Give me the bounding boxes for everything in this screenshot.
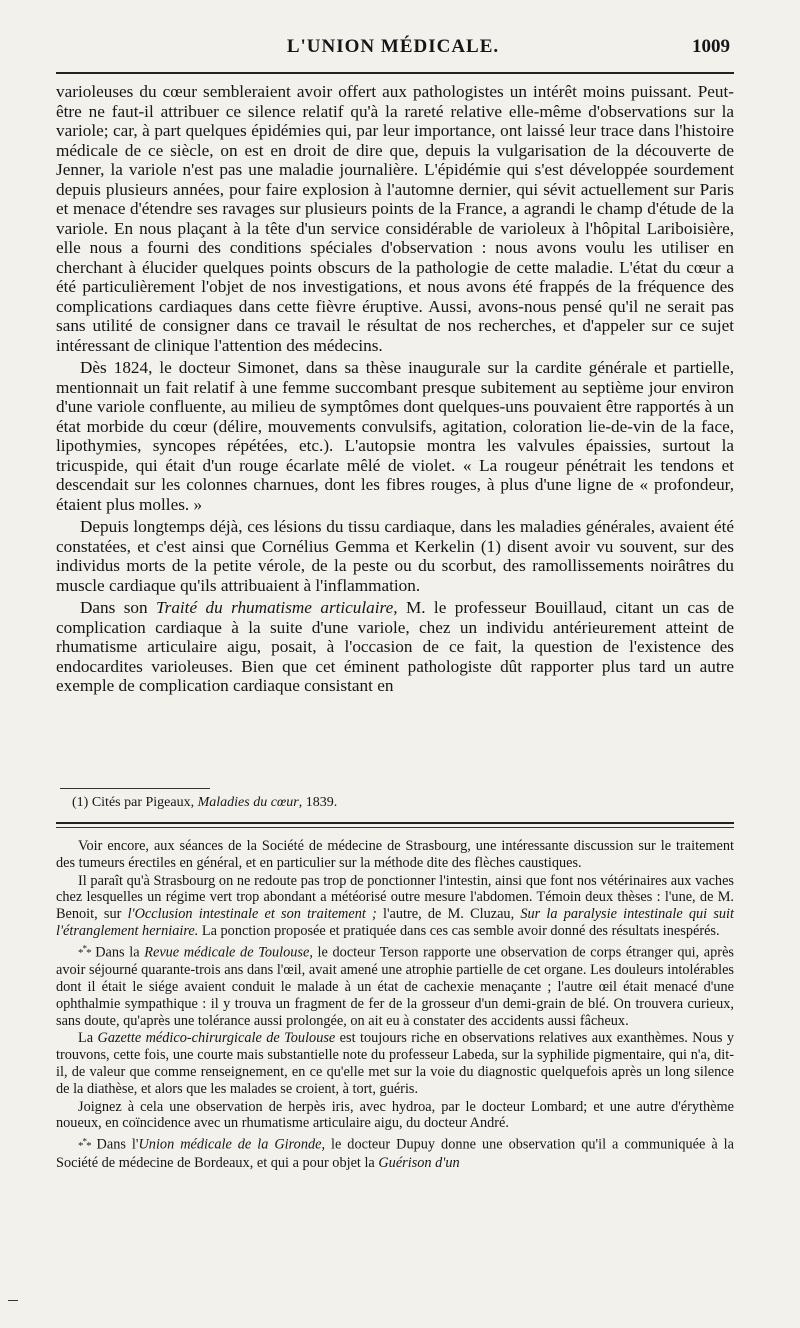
paragraph-1: varioleuses du cœur sembleraient avoir offert aux pathologistes un intérêt moins puissant. Peut-être ne faut-il attribuer ce silence relatif qu'à la rareté relative elle-même d'observations sur la variole; car, à part quelques épidémies qui, par leur importance, ont laissé leur trace dans l'histoire médicale de ce siècle, on est en droit de dire que, depuis la vulgarisation de la découverte de Jenner, la variole n'est pas une maladie journalière. L'épidémie qui s'est développée sourdement depuis plusieurs années, pour faire explosion à l'automne dernier, qui sévit actuellement sur Paris et menace d'étendre ses ravages sur plusieurs points de la France, a agrandi le champ d'étude de la variole. En nous plaçant à la tête d'un service considérable de varioleux à l'hôpital Lariboisière, elle nous a fourni des conditions spéciales d'observation : nous avons voulu les utiliser en cherchant à élucider quelques points obscurs de la pathologie de cette maladie. L'état du cœur a été particulièrement l'objet de nos investigations, et nous avons été frappés de la fréquence des complications cardiaques dans cette fièvre éruptive. Aussi, avons-nous pensé qu'il ne serait pas sans utilité de consigner dans ce travail le résultat de nos recherches, et d'appeler sur ce sujet intéressant de clinique l'attention des médecins. [56, 82, 734, 355]
feuilleton-paragraph-5: Joignez à cela une observation de herpès iris, avec hydroa, par le docteur Lombard; et une autre d'érythème noueux, en coïncidence avec un rhumatisme articulaire aigu, du docteur André. [56, 1098, 734, 1132]
feuilleton-paragraph-2: Il paraît qu'à Strasbourg on ne redoute pas trop de ponctionner l'intestin, ainsi que font nos vétérinaires aux vaches chez lesquelles un régime vert trop abondant a météorisé outre mesure l'abdomen. Témoin deux thèses : l'une, de M. Benoit, sur l'Occlusion intestinale et son traitement ; l'autre, de M. Cluzau, Sur la paralysie intestinale qui suit l'étranglement herniaire. La ponction proposée et pratiquée dans ces cas semble avoir donné des résultats inespérés. [56, 872, 734, 939]
paragraph-2: Dès 1824, le docteur Simonet, dans sa thèse inaugurale sur la cardite générale et partielle, mentionnait un fait relatif à une femme succombant presque subitement au septième jour environ d'une variole confluente, au milieu de symptômes dont quelques-uns pouvaient être rapportés à un état morbide du cœur (délire, mouvements convulsifs, agitation, coloration lie-de-vin de la face, lipothymies, syncopes répétées, etc.). L'autopsie montra les valvules épaissies, surtout la tricuspide, qui était d'un rouge écarlate mêlé de violet. « La rougeur pénétrait les tendons et descendait sur les colonnes charnues, dont les fibres rouges, à plus d'une ligne de « profondeur, étaient plus molles. » [56, 358, 734, 514]
footnote: (1) Cités par Pigeaux, Maladies du cœur, 1839. [72, 795, 338, 810]
paragraph-3: Depuis longtemps déjà, ces lésions du tissu cardiaque, dans les maladies générales, avaient été constatées, et c'est ainsi que Cornélius Gemma et Kerkelin (1) disent avoir vu souvent, sur des individus morts de la petite vérole, de la peste ou du scorbut, des ramollissements noirâtres du muscle cardiaque qu'ils attribuaient à l'inflammation. [56, 517, 734, 595]
header-rule [56, 72, 734, 74]
footnote-work: Maladies du cœur [197, 795, 299, 810]
page-header [56, 36, 730, 64]
feuilleton-rule-top [56, 822, 734, 824]
page-number: 1009 [692, 36, 730, 57]
asterism: *** [78, 1136, 91, 1152]
feuilleton-paragraph-6: *** Dans l'Union médicale de la Gironde, le docteur Dupuy donne une observation qu'il a communiquée à la Société de médecine de Bordeaux, et qui a pour objet la Guérison d'un [56, 1136, 734, 1171]
feuilleton-rule-bottom [56, 827, 734, 828]
running-title: L'UNION MÉDICALE. [286, 36, 500, 57]
footnote-rule [60, 788, 210, 789]
feuilleton-paragraph-3: *** Dans la Revue médicale de Toulouse, le docteur Terson rapporte une observation de corps étranger qui, après avoir séjourné quarante-trois ans dans l'œil, avait amené une atrophie partielle de cet organe. Les douleurs intolérables dont il était le siége avaient conduit le malade à un état de cachexie menaçante ; l'autre œil était menacé d'une ophthalmie sympathique : il y trouva un fragment de fer de la grosseur d'un demi-grain de blé. On trouvera curieux, sans doute, qu'après une tolérance aussi prolongée, on ait eu à constater des accidents aussi fâcheux. [56, 943, 734, 1029]
feuilleton-paragraph-4: La Gazette médico-chirurgicale de Toulouse est toujours riche en observations relatives aux exanthèmes. Nous y trouvons, cette fois, une courte mais substantielle note du professeur Labeda, sur la syphilide pigmentaire, qui n'a, dit-il, de valeur que comme renseignement, en ce qu'elle met sur la voie du diagnostic quelquefois après un long silence de la diathèse, et alors que les malades se croient, à tort, guéris. [56, 1030, 735, 1097]
feuilleton-paragraph-1: Voir encore, aux séances de la Société de médecine de Strasbourg, une intéressante discussion sur le traitement des tumeurs érectiles en général, et en particulier sur la méthode dite des flèches caustiques. [56, 838, 734, 871]
feuilleton-section [56, 838, 734, 1171]
book-title-rhumatisme: Traité du rhumatisme articulaire, [156, 598, 398, 617]
asterism: *** [78, 943, 91, 960]
article-body [56, 82, 734, 696]
margin-mark [8, 1300, 18, 1301]
paragraph-4: Dans son Traité du rhumatisme articulaire, M. le professeur Bouillaud, citant un cas de complication cardiaque à la suite d'une variole, chez un individu antérieurement atteint de rhumatisme articulaire aigu, posait, à l'occasion de ce fait, la question de l'existence des endocardites varioleuses. Bien que cet éminent pathologiste dût rapporter plus tard un autre exemple de complication cardiaque consistant en [56, 598, 734, 695]
